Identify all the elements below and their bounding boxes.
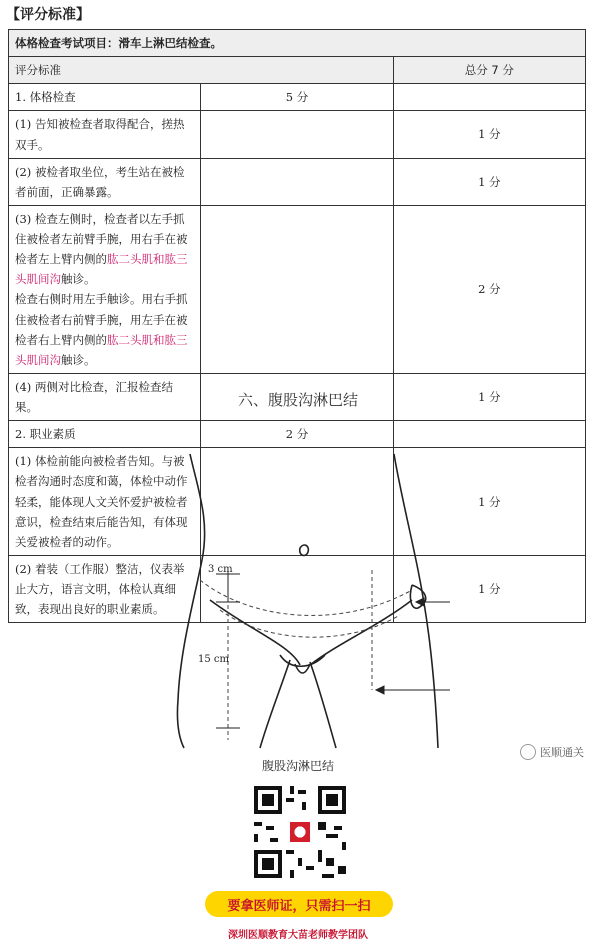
table-row [9, 158, 586, 205]
row-score [201, 158, 393, 205]
row-text: (2) 着装（工作服）整洁，仪表举止大方，语言文明，体检认真细致，表现出良好的职业素质。 [9, 555, 201, 622]
highlight-term: 肱二头肌和肱三头肌间沟 [15, 252, 188, 287]
row-text: (4) 两侧对比检查，汇报检查结果。 [9, 373, 201, 420]
row-score [201, 205, 393, 373]
table-project-row [9, 30, 586, 57]
navel [300, 545, 309, 555]
row-text: 2. 职业素质 [9, 421, 201, 448]
left-torso-outline [177, 454, 204, 748]
row-score [201, 111, 393, 158]
row-subscore: 1 分 [393, 111, 585, 158]
section-title: 【评分标准】 [6, 7, 90, 23]
inner-thigh-left [260, 660, 290, 748]
row-subscore [393, 84, 585, 111]
row-subscore: 1 分 [393, 448, 585, 556]
row-subscore: 1 分 [393, 373, 585, 420]
row-text: (2) 被检者取坐位，考生站在被检者前面，正确暴露。 [9, 158, 201, 205]
label-3cm: 3 cm [208, 564, 233, 575]
row-subscore: 1 分 [393, 158, 585, 205]
table-header-row [9, 57, 586, 84]
row-text-line2: 检查右侧时用左手触诊。用右手抓住被检者右前臂手腕，用左手在被检者右上臂内侧的 [15, 292, 188, 347]
table-row [9, 421, 586, 448]
qr-code-icon [250, 782, 350, 882]
table-row [9, 111, 586, 158]
table-row [9, 205, 586, 373]
row-text-line1: (3) 检查左侧时，检查者以左手抓住被检者左前臂手腕，用右手在被检者左上臂内侧的 [15, 211, 188, 267]
dashed-boundary [200, 580, 412, 615]
row-text: (1) 体检前能向被检者告知。与被检者沟通时态度和蔼，体检中动作轻柔，能体现人文关怀爱护被检者意识，检查结束后能告知，有体现关爱被检者的动作。 [9, 448, 201, 556]
row-score: 2 分 [201, 421, 393, 448]
row-text-line2-tail: 触诊。 [61, 352, 96, 367]
footer-credit: 深圳医顺教育大苗老师教学团队 [228, 930, 368, 941]
inner-thigh-right [310, 662, 336, 748]
project-title: 体格检查考试项目：滑车上淋巴结检查。 [9, 30, 586, 57]
sub-title: 六、腹股沟淋巴结 [237, 391, 358, 409]
brand-badge [520, 744, 584, 760]
logo-icon [520, 744, 536, 760]
row-score: 5 分 [201, 84, 393, 111]
row-text-multiline [9, 205, 201, 373]
header-total: 总分 7 分 [393, 57, 585, 84]
scan-cta-banner[interactable]: 要拿医师证，只需扫一扫 [205, 891, 393, 917]
row-text: (1) 告知被检查者取得配合，搓热双手。 [9, 111, 201, 158]
header-criteria: 评分标准 [9, 57, 394, 84]
pubic-curve [280, 655, 325, 666]
dashed-inner-curve [220, 610, 400, 637]
badge-text: 医顺通关 [540, 746, 584, 759]
qr-code[interactable] [248, 780, 352, 884]
row-text: 1. 体格检查 [9, 84, 201, 111]
highlight-term: 肱二头肌和肱三头肌间沟 [15, 332, 188, 367]
row-subscore: 2 分 [393, 205, 585, 373]
right-torso-outline [394, 454, 438, 748]
table-row [9, 84, 586, 111]
row-subscore [393, 421, 585, 448]
figure-caption: 腹股沟淋巴结 [261, 759, 334, 773]
row-text-line1-tail: 触诊。 [61, 272, 96, 287]
row-subscore: 1 分 [393, 555, 585, 622]
label-15cm: 15 cm [198, 654, 229, 665]
inguinal-lymph-node-diagram [150, 450, 450, 750]
